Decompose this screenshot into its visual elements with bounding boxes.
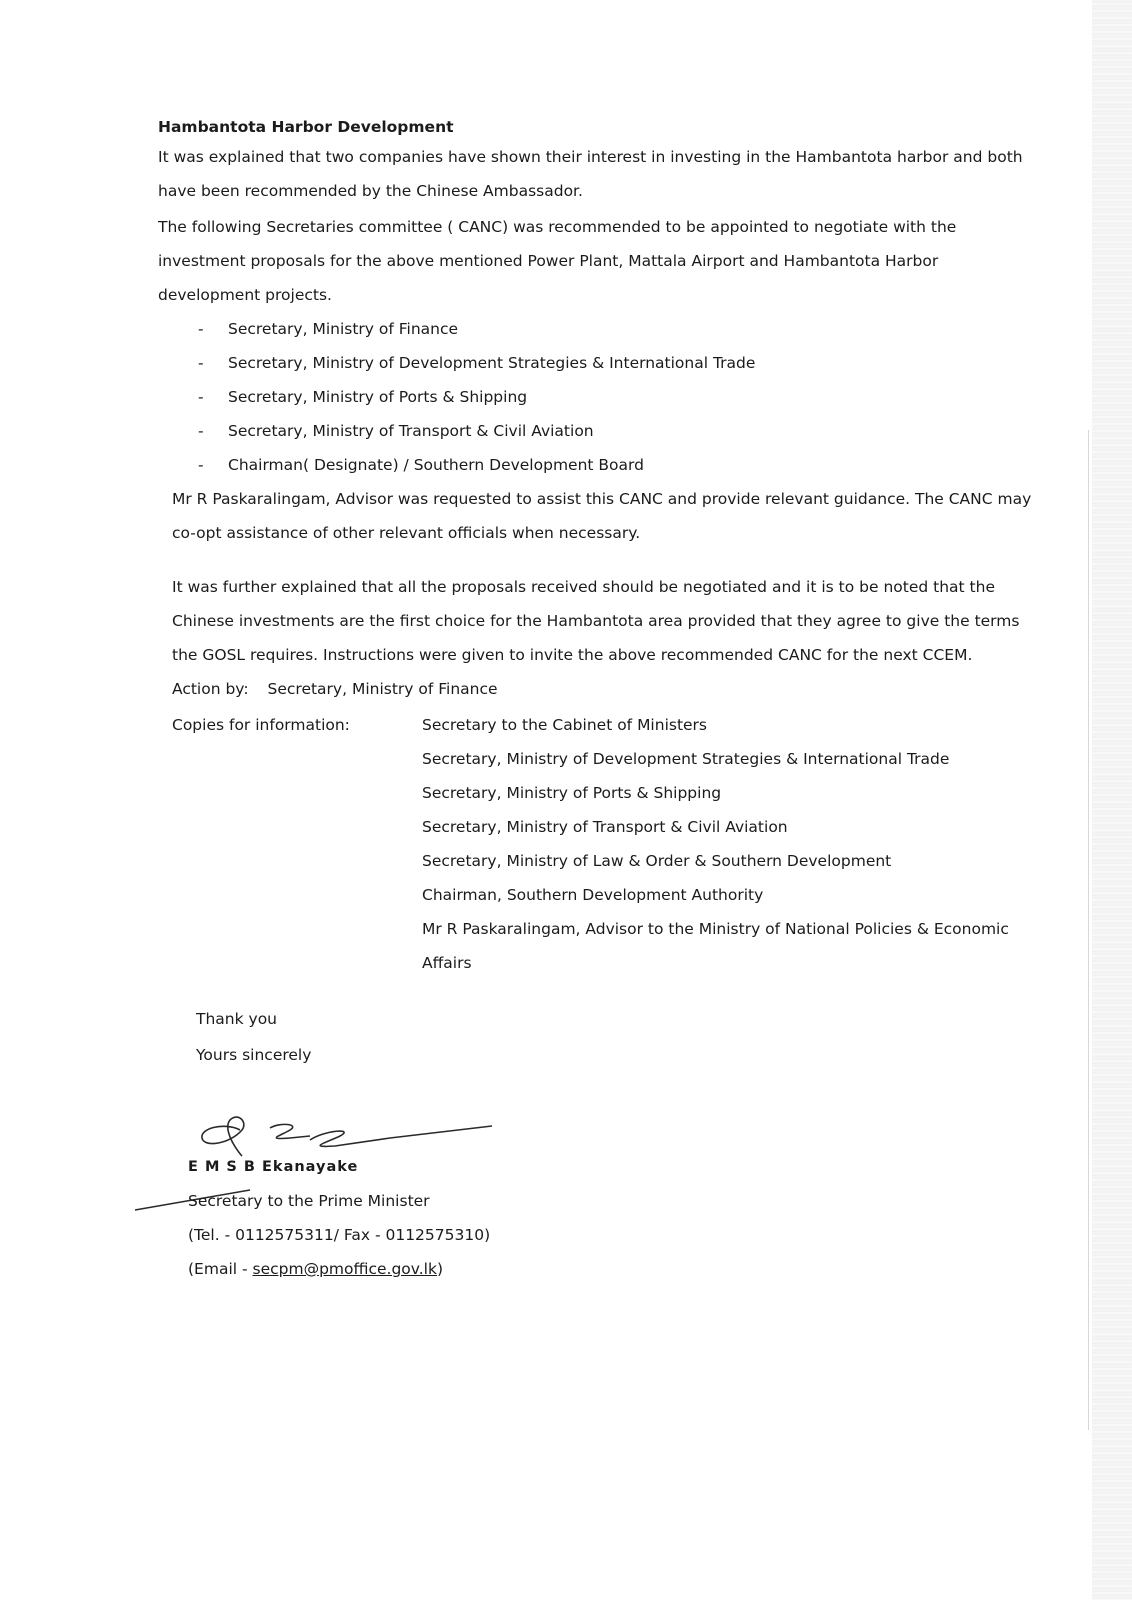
scan-edge-artifact	[1092, 0, 1132, 1600]
paragraph-committee-recommendation: The following Secretaries committee ( CANC) was recommended to be appointed to negotiate with the investment proposals for the above mentioned Power Plant, Mattala Airport and Hambantota Harbor development projects.	[158, 218, 957, 304]
action-by-row	[172, 672, 1038, 708]
section-heading: Hambantota Harbor Development	[158, 118, 454, 136]
copies-label: Copies for information:	[172, 716, 350, 734]
copies-list	[422, 708, 1038, 980]
action-by-value: Secretary, Ministry of Finance	[267, 680, 498, 698]
committee-member: - Secretary, Ministry of Transport & Civil Aviation	[198, 414, 1038, 448]
email-suffix: )	[436, 1260, 444, 1278]
committee-member: - Chairman( Designate) / Southern Development Board	[198, 448, 1038, 482]
committee-member: - Secretary, Ministry of Ports & Shipping	[198, 380, 1038, 414]
copy-recipient: Secretary, Ministry of Transport & Civil Aviation	[422, 818, 788, 836]
action-by-label: Action by:	[172, 680, 249, 698]
signatory-email-line	[188, 1252, 490, 1286]
copy-recipient: Mr R Paskaralingam, Advisor to the Ministry of National Policies & Economic Affairs	[422, 920, 1009, 972]
copies-for-information	[172, 708, 1038, 980]
yours-sincerely-text: Yours sincerely	[196, 1046, 312, 1064]
committee-list	[158, 312, 1038, 482]
paragraph-investment-interest: It was explained that two companies have shown their interest in investing in the Hambantota harbor and both have been recommended by the Chinese Ambassador.	[158, 148, 1023, 200]
email-link[interactable]: secpm@pmoffice.gov.lk	[252, 1260, 437, 1278]
signatory-name: E M S B Ekanayake	[188, 1159, 359, 1175]
advisor-block	[158, 482, 1038, 1074]
copy-recipient: Chairman, Southern Development Authority	[422, 886, 764, 904]
signature-block	[130, 1100, 650, 1280]
copy-recipient: Secretary, Ministry of Development Strategies & International Trade	[422, 750, 950, 768]
thank-you-text: Thank you	[196, 1010, 277, 1028]
copy-recipient: Secretary, Ministry of Law & Order & Southern Development	[422, 852, 892, 870]
letter-body	[158, 110, 1038, 1074]
email-prefix: (Email -	[188, 1260, 253, 1278]
signatory-details	[188, 1150, 490, 1286]
committee-member: - Secretary, Ministry of Development Strategies & International Trade	[198, 346, 1038, 380]
copy-recipient: Secretary, Ministry of Ports & Shipping	[422, 784, 722, 802]
paragraph-advisor: Mr R Paskaralingam, Advisor was requested to assist this CANC and provide relevant guidance. The CANC may co-opt assistance of other relevant officials when necessary.	[172, 490, 1032, 542]
paragraph-further-explanation: It was further explained that all the proposals received should be negotiated and it is to be noted that the Chinese investments are the first choice for the Hambantota area provided that they agree to give the terms the GOSL requires. Instructions were given to invite the above recommended CANC for the next CCEM.	[172, 578, 1020, 664]
copy-recipient: Secretary to the Cabinet of Ministers	[422, 716, 708, 734]
signatory-title: Secretary to the Prime Minister	[188, 1192, 430, 1210]
committee-member: - Secretary, Ministry of Finance	[198, 312, 1038, 346]
signatory-phone: (Tel. - 0112575311/ Fax - 0112575310)	[188, 1226, 491, 1244]
scan-edge-line	[1088, 430, 1089, 1430]
closing-block	[172, 1002, 1038, 1074]
